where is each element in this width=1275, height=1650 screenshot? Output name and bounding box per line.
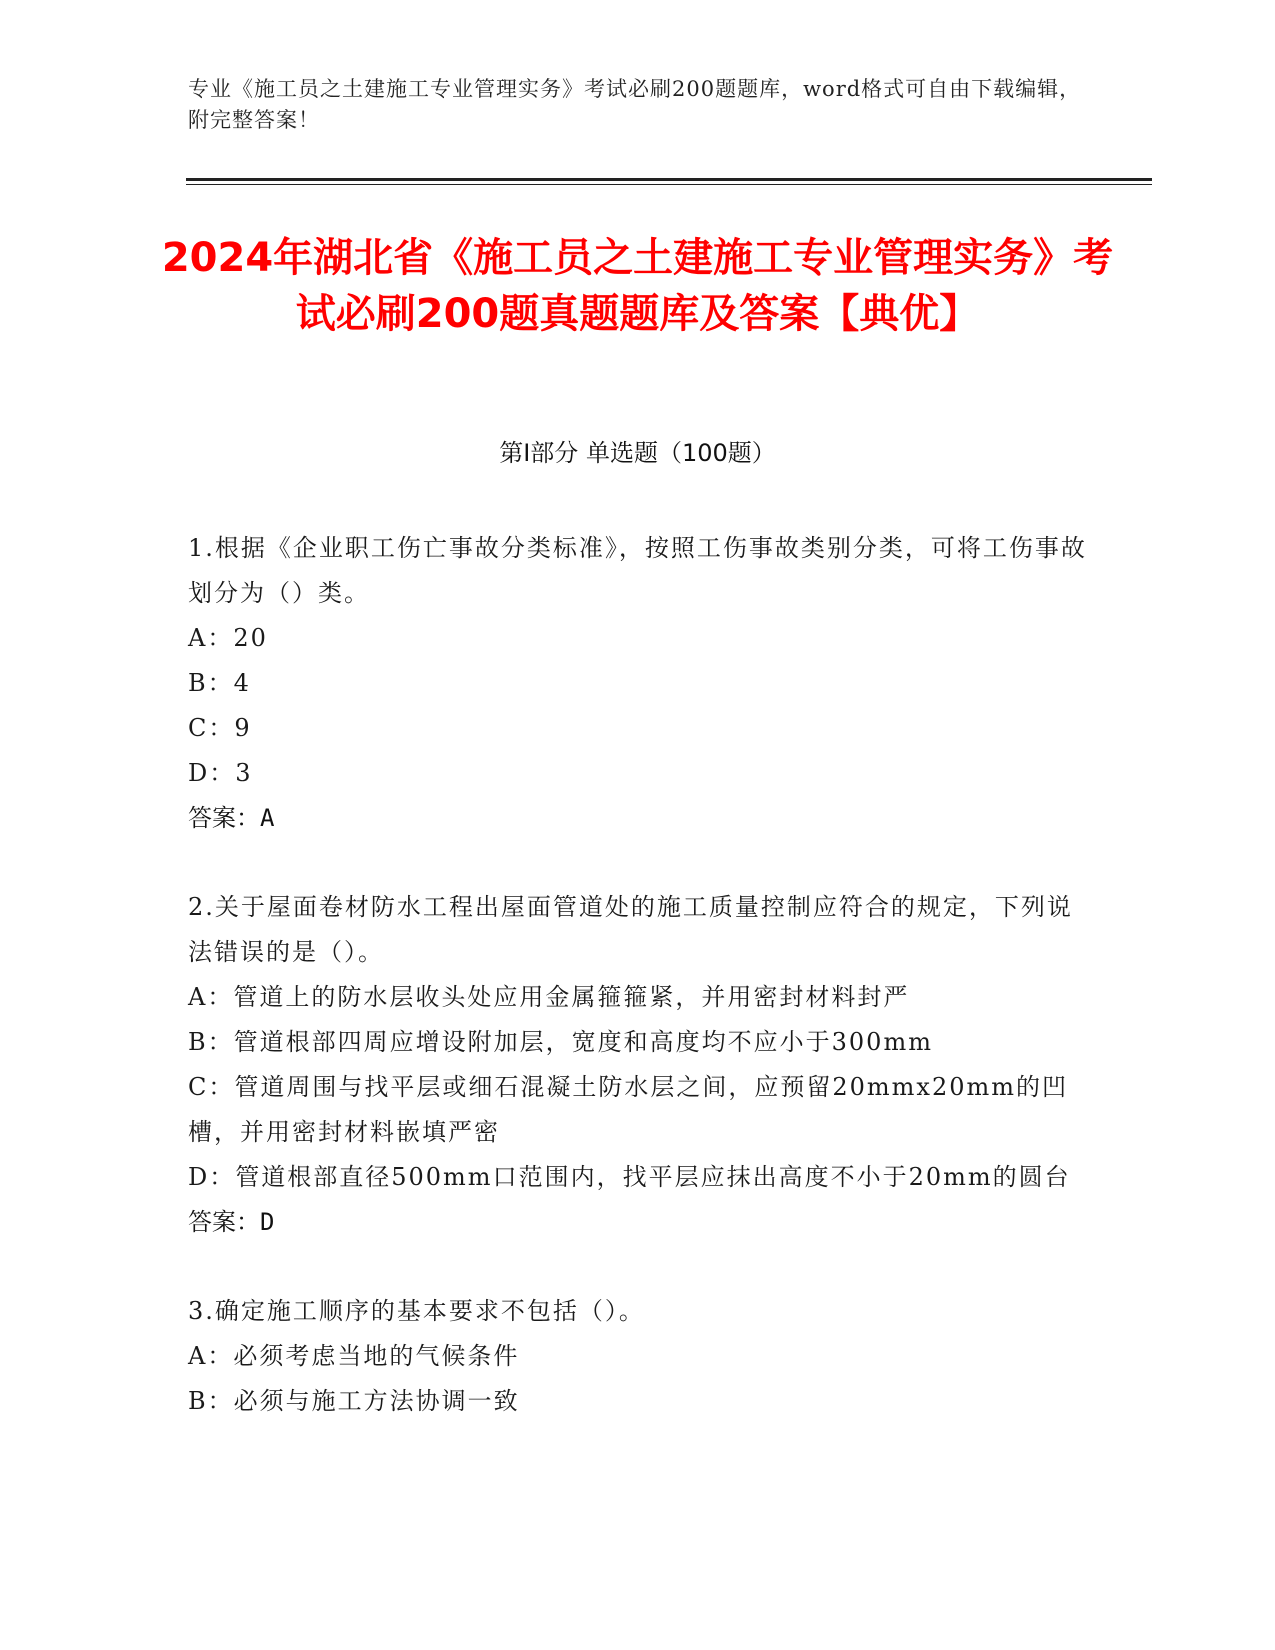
answer-label: 答案： [188,804,260,832]
header-divider-thin [186,184,1152,185]
question-stem: 3.确定施工顺序的基本要求不包括（）。 [188,1297,645,1325]
question-list [188,526,1088,1468]
section-title: 第Ⅰ部分 单选题（100题） [499,439,776,467]
question-stem: 1.根据《企业职工伤亡事故分类标准》，按照工伤事故类别分类，可将工伤事故划分为（）类。 [188,534,1087,607]
option-d: D：管道根部直径500mm口范围内，找平层应抹出高度不小于20mm的圆台 [188,1163,1071,1191]
answer-value: A [260,804,275,832]
header-divider-thick [186,178,1152,181]
option-b: B：必须与施工方法协调一致 [188,1387,520,1415]
question-stem: 2.关于屋面卷材防水工程出屋面管道处的施工质量控制应符合的规定，下列说法错误的是（）。 [188,893,1073,966]
answer-line [188,1200,1088,1245]
option-a: A：管道上的防水层收头处应用金属箍箍紧，并用密封材料封严 [188,983,910,1011]
option-c: C：管道周围与找平层或细石混凝土防水层之间，应预留20mmx20mm的凹槽，并用密封材料嵌填严密 [188,1073,1069,1146]
option-a: A：必须考虑当地的气候条件 [188,1342,520,1370]
answer-value: D [260,1208,275,1236]
question-3 [188,1289,1088,1424]
header-note: 专业《施工员之土建施工专业管理实务》考试必刷200题题库，word格式可自由下载编辑，附完整答案！ [188,77,1082,132]
option-a: A：20 [188,624,268,652]
option-b: B：管道根部四周应增设附加层，宽度和高度均不应小于300mm [188,1028,933,1056]
option-c: C：9 [188,714,252,742]
option-d: D：3 [188,759,253,787]
question-1 [188,526,1088,841]
answer-line [188,796,1088,841]
question-2 [188,885,1088,1245]
option-b: B：4 [188,669,251,697]
answer-label: 答案： [188,1208,260,1236]
document-title: 2024年湖北省《施工员之土建施工专业管理实务》考试必刷200题真题题库及答案【典优】 [161,235,1114,337]
